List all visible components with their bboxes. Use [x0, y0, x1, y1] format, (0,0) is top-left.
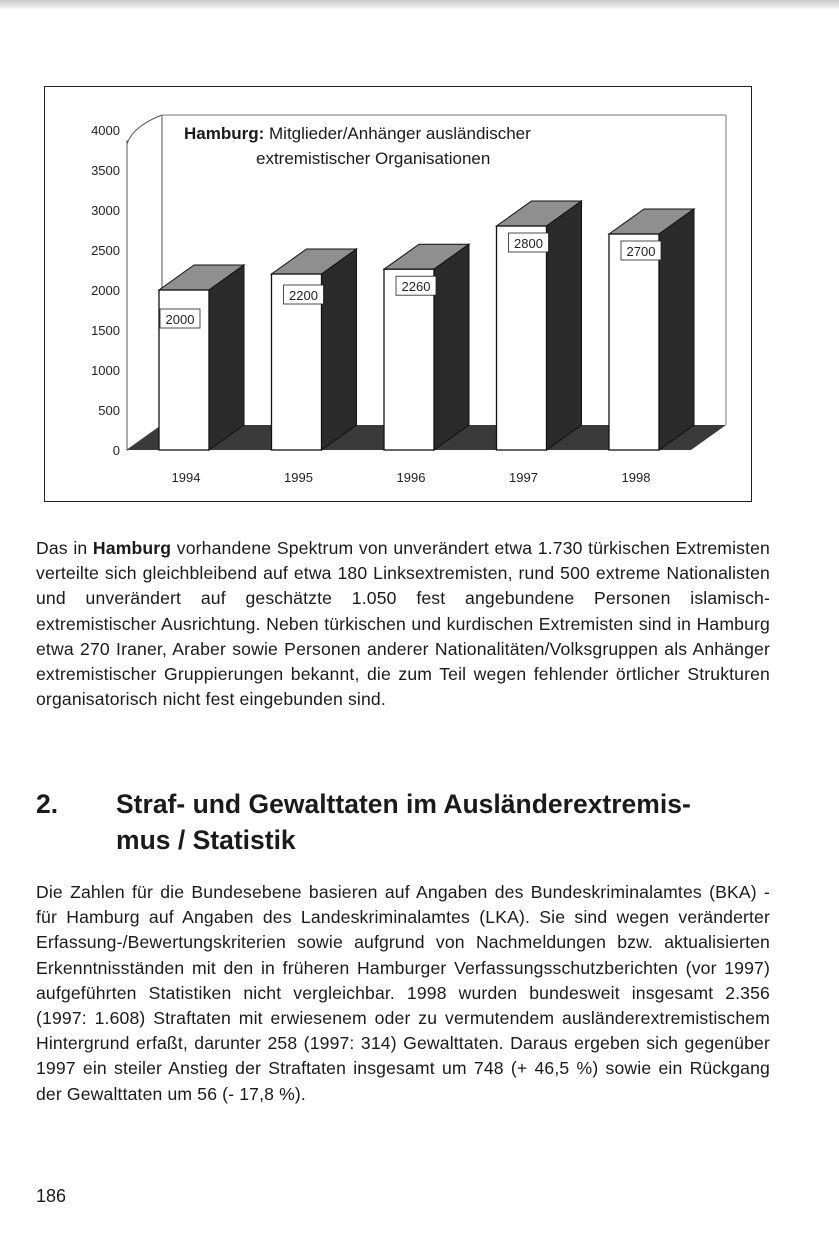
y-tick-label: 2500 — [91, 243, 120, 258]
bar-side-face — [322, 249, 357, 450]
x-tick-label: 1995 — [284, 470, 313, 485]
chart-title-line2: extremistischer Organisationen — [256, 149, 491, 168]
chart-wall-curve — [127, 115, 162, 144]
bar-front-face — [384, 269, 434, 450]
paragraph-lead: Das in — [36, 538, 93, 558]
bar-1995 — [272, 249, 357, 450]
y-tick-label: 3500 — [91, 163, 120, 178]
paragraph-rest: vorhandene Spektrum von unverändert etwa 1.730 türkischen Extremisten verteilte sich gleichbleibend auf etwa 180 Linksextremisten, rund 500 extreme Nationalisten und unverändert auf geschätzte 1.050 fest angebundene Personen islamisch-extremistischer Ausrichtung. Neben türkischen und kurdischen Extremisten sind in Hamburg etwa 270 Iraner, Araber sowie Personen anderer Nationalitäten/Volksgruppen als Anhänger extremistischer Gruppierungen bekannt, die zum Teil wegen fehlender örtlicher Strukturen organisatorisch nicht fest eingebunden sind. — [36, 538, 770, 710]
paragraph-hamburg-spectrum — [36, 536, 770, 712]
value-label: 2800 — [514, 236, 543, 251]
page-number: 186 — [36, 1186, 67, 1206]
section-title — [116, 786, 776, 858]
x-tick-label: 1998 — [621, 470, 651, 485]
chart-left-wall — [127, 140, 162, 450]
bar-chart — [0, 0, 839, 520]
bar-side-face — [547, 201, 582, 450]
bar-side-face — [434, 244, 469, 450]
section-number: 2. — [36, 789, 59, 819]
chart-title-line1 — [184, 124, 531, 143]
y-tick-label: 3000 — [91, 203, 120, 218]
value-label: 2700 — [626, 244, 656, 259]
y-tick-label: 1000 — [91, 363, 120, 378]
bar-1996 — [384, 244, 469, 450]
x-tick-label: 1994 — [171, 470, 201, 485]
bar-side-face — [659, 209, 694, 450]
value-label: 2260 — [401, 279, 431, 295]
value-label: 2000 — [165, 312, 195, 327]
paragraph-bold-hamburg: Hamburg — [92, 538, 172, 558]
chart-title-rest: Mitglieder/Anhänger ausländischer — [264, 124, 531, 143]
chart-title-bold: Hamburg: — [184, 124, 265, 143]
bar-front-face — [497, 226, 547, 450]
paragraph-statistics: Die Zahlen für die Bundesebene basieren auf Angaben des Bundeskriminalamtes (BKA) - für Hamburg auf Angaben des Landeskriminalamtes (LKA). Sie sind wegen veränderter Erfassung-/Bewertungskriterien sowie aufgrund von Nachmeldungen bzw. aktualisierten Erkenntnisständen mit den in früheren Hamburger Verfassungsschutzberichten (vor 1997) aufgeführten Statistiken nicht vergleichbar. 1998 wurden bundesweit insgesamt 2.356 (1997: 1.608) Straftaten mit erwiesenem oder zu vermutendem ausländerextremistischem Hintergrund erfaßt, darunter 258 (1997: 314) Gewalttaten. Daraus ergeben sich gegenüber 1997 ein steiler Anstieg der Straftaten insgesamt um 748 (+ 46,5 %) sowie ein Rückgang der Gewalttaten um 56 (- 17,8 %). — [36, 882, 770, 1104]
y-tick-label: 0 — [112, 443, 120, 458]
bar-1998 — [609, 209, 694, 450]
section-title-line2: mus / Statistik — [116, 825, 296, 855]
y-tick-label: 500 — [98, 403, 120, 418]
section-title-line1: Straf- und Gewalttaten im Ausländerextremis- — [116, 789, 691, 819]
y-tick-label: 1500 — [91, 323, 120, 338]
bar-side-face — [209, 265, 244, 450]
y-tick-label: 2000 — [91, 283, 120, 298]
bar-front-face — [609, 234, 659, 450]
value-label: 2200 — [289, 288, 318, 303]
y-tick-label: 4000 — [91, 123, 120, 138]
bar-1994 — [159, 265, 244, 450]
x-tick-label: 1996 — [396, 470, 426, 485]
x-tick-label: 1997 — [509, 470, 538, 485]
bar-1997 — [497, 201, 582, 450]
